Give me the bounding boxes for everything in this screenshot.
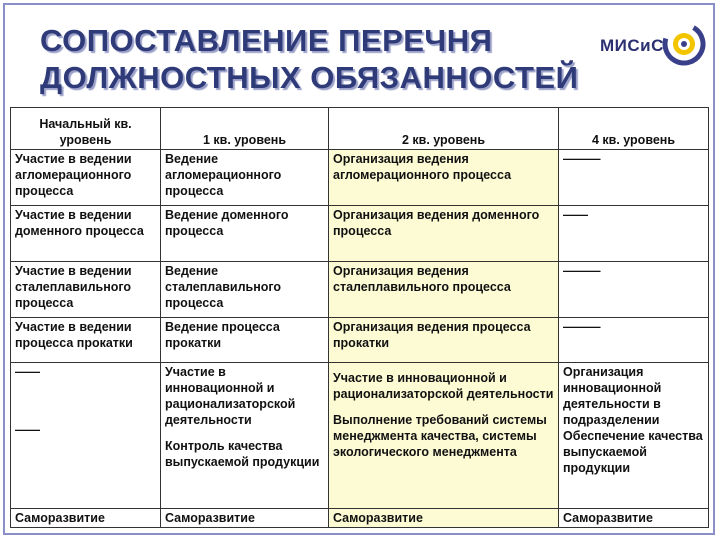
table-cell: Саморазвитие <box>161 508 329 527</box>
table-cell: Организация ведения сталеплавильного процесса <box>329 262 559 318</box>
table-cell <box>161 362 329 508</box>
table-row <box>11 508 709 527</box>
table-row-block <box>11 362 709 508</box>
table-cell: Организация ведения доменного процесса <box>329 206 559 262</box>
table-cell: ——— <box>559 318 709 362</box>
cell-quality-control: Контроль качества выпускаемой продукции <box>165 438 320 469</box>
table-cell: Ведение доменного процесса <box>161 206 329 262</box>
header-level-1: 1 кв. уровень <box>161 108 329 150</box>
table-cell: Участие в ведении процесса прокатки <box>11 318 161 362</box>
header-level-2: 2 кв. уровень <box>329 108 559 150</box>
table-cell: Участие в ведении сталеплавильного процесса <box>11 262 161 318</box>
table-cell: Ведение процесса прокатки <box>161 318 329 362</box>
table-row <box>11 150 709 206</box>
table-cell: Ведение сталеплавильного процесса <box>161 262 329 318</box>
table-row <box>11 262 709 318</box>
table-cell: ——— <box>559 262 709 318</box>
table-header-row <box>11 108 709 150</box>
table-cell: —— <box>559 206 709 262</box>
table-cell: Ведение агломерационного процесса <box>161 150 329 206</box>
table-cell <box>11 362 161 508</box>
cell-innovation-participation-2: Участие в инновационной и рационализаторской деятельности <box>333 370 554 401</box>
title-line-1: СОПОСТАВЛЕНИЕ ПЕРЕЧНЯ <box>40 23 493 58</box>
table-cell: Саморазвитие <box>11 508 161 527</box>
table-cell: Саморазвитие <box>329 508 559 527</box>
logo-text: МИСиС <box>600 36 664 55</box>
table-row <box>11 206 709 262</box>
header-level-4: 4 кв. уровень <box>559 108 709 150</box>
table-cell <box>329 362 559 508</box>
logo-emblem-icon <box>662 18 706 68</box>
duties-comparison-table <box>10 107 709 528</box>
table-cell: ——— <box>559 150 709 206</box>
cell-innovation-organization: Организация инновационной деятельности в подразделении <box>563 364 662 427</box>
table-cell: Саморазвитие <box>559 508 709 527</box>
cell-quality-assurance: Обеспечение качества выпускаемой продукции <box>563 428 703 475</box>
table-cell: Участие в ведении доменного процесса <box>11 206 161 262</box>
misis-logo <box>600 14 710 74</box>
table-cell: Организация ведения агломерационного процесса <box>329 150 559 206</box>
cell-innovation-participation: Участие в инновационной и рационализаторской деятельности <box>165 364 296 427</box>
cell-qms-requirements: Выполнение требований системы менеджмента качества, системы экологического менеджмента <box>333 412 547 459</box>
empty-dash-2: —— <box>15 422 40 437</box>
header-level-initial: Начальный кв. уровень <box>11 108 161 150</box>
table-cell: Организация ведения процесса прокатки <box>329 318 559 362</box>
table-cell: Участие в ведении агломерационного процесса <box>11 150 161 206</box>
title-line-2: ДОЛЖНОСТНЫХ ОБЯЗАННОСТЕЙ <box>40 60 579 95</box>
table-cell <box>559 362 709 508</box>
table-row <box>11 318 709 362</box>
slide-title <box>40 22 660 96</box>
empty-dash-1: —— <box>15 364 40 379</box>
